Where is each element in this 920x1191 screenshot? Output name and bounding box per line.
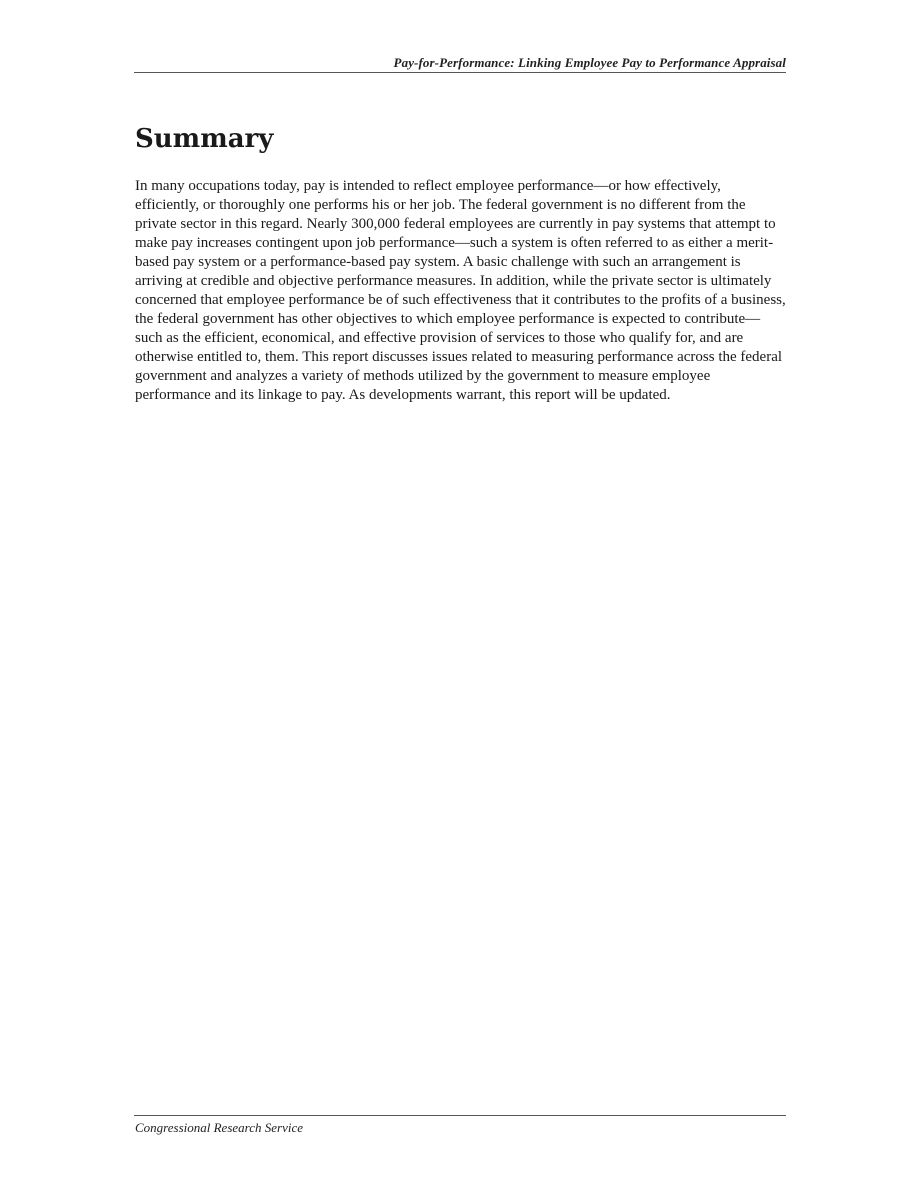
section-heading: Summary xyxy=(135,124,274,154)
header-divider xyxy=(134,72,786,73)
running-header-title: Pay-for-Performance: Linking Employee Pay to Performance Appraisal xyxy=(393,55,786,70)
footer-divider xyxy=(134,1115,786,1116)
running-footer-source: Congressional Research Service xyxy=(135,1120,303,1135)
summary-paragraph: In many occupations today, pay is intended to reflect employee performance—or how effectively, efficiently, or thoroughly one performs his or her job. The federal government is no different from the private sector in this regard. Nearly 300,000 federal employees are currently in pay systems that attempt to make pay increases contingent upon job performance—such a system is often referred to as either a merit-based pay system or a performance-based pay system. A basic challenge with such an arrangement is arriving at credible and objective performance measures. In addition, while the private sector is ultimately concerned that employee performance be of such effectiveness that it contributes to the profits of a business, the federal government has other objectives to which employee performance is expected to contribute—such as the efficient, economical, and effective provision of services to those who qualify for, and are otherwise entitled to, them. This report discusses issues related to measuring performance across the federal government and analyzes a variety of methods utilized by the government to measure employee performance and its linkage to pay. As developments warrant, this report will be updated. xyxy=(135,178,786,403)
